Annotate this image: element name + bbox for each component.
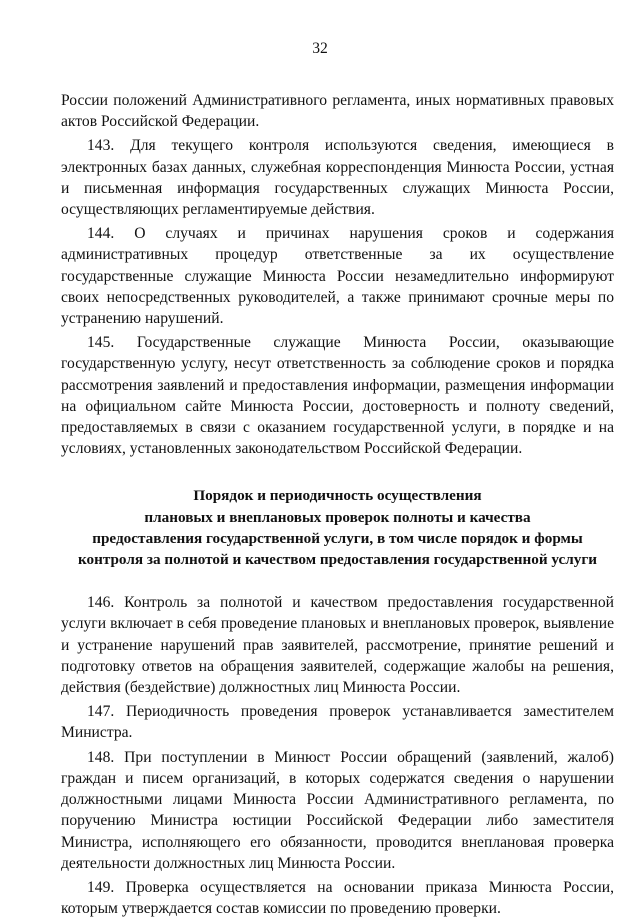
- heading-line: предоставления государственной услуги, в том числе порядок и формы: [92, 529, 583, 547]
- paragraph-149: 149. Проверка осуществляется на основании приказа Минюста России, которым утверждается состав комиссии по проведению проверки.: [61, 878, 614, 918]
- paragraph-145: 145. Государственные служащие Минюста России, оказывающие государственную услугу, несут ответственность за соблюдение сроков и порядка рассмотрения заявлений и предоставления информации, размещения информации на официальном сайте Минюста России, достоверность и полноту сведений, предоставляемых в связи с оказанием государственной услуги, в порядке и на условиях, установленных законодательством Российской Федерации.: [61, 334, 614, 458]
- heading-line: контроля за полнотой и качеством предоставления государственной услуги: [77, 551, 598, 569]
- paragraph-144: 144. О случаях и причинах нарушения сроков и содержания административных процедур ответственные за их осуществление государственные служащие Минюста России незамедлительно информируют своих непосредственных руководителей, а также принимают срочные меры по устранению нарушений.: [61, 225, 614, 328]
- page-number: 32: [312, 40, 328, 57]
- paragraph-143: 143. Для текущего контроля используются сведения, имеющиеся в электронных базах данных, служебная корреспонденция Минюста России, устная и письменная информация государственных служащих Минюста России, осуществляющих регламентируемые действия.: [61, 137, 614, 219]
- paragraph-148: 148. При поступлении в Минюст России обращений (заявлений, жалоб) граждан и писем организаций, в которых содержатся сведения о нарушении должностными лицами Минюста России Административного регламента, по поручению Министра юстиции Российской Федерации либо заместителя Министра, исполняющего его обязанности, проводится внеплановая проверка деятельности должностных лиц Минюста России.: [61, 748, 614, 872]
- section-heading: [61, 485, 614, 570]
- paragraph-147: 147. Периодичность проведения проверок устанавливается заместителем Министра.: [61, 703, 614, 742]
- document-body: [61, 90, 614, 922]
- heading-line: плановых и внеплановых проверок полноты и качества: [144, 508, 531, 526]
- paragraph-146: 146. Контроль за полнотой и качеством предоставления государственной услуги включает в себя проведение плановых и внеплановых проверок, выявление и устранение нарушений прав заявителей, рассмотрение, принятие решений и подготовку ответов на обращения заявителей, содержащие жалобы на решения, действия (бездействие) должностных лиц Минюста России.: [61, 594, 614, 697]
- paragraph-continuation: России положений Административного регламента, иных нормативных правовых актов Российской Федерации.: [61, 92, 614, 131]
- heading-line: Порядок и периодичность осуществления: [193, 487, 482, 505]
